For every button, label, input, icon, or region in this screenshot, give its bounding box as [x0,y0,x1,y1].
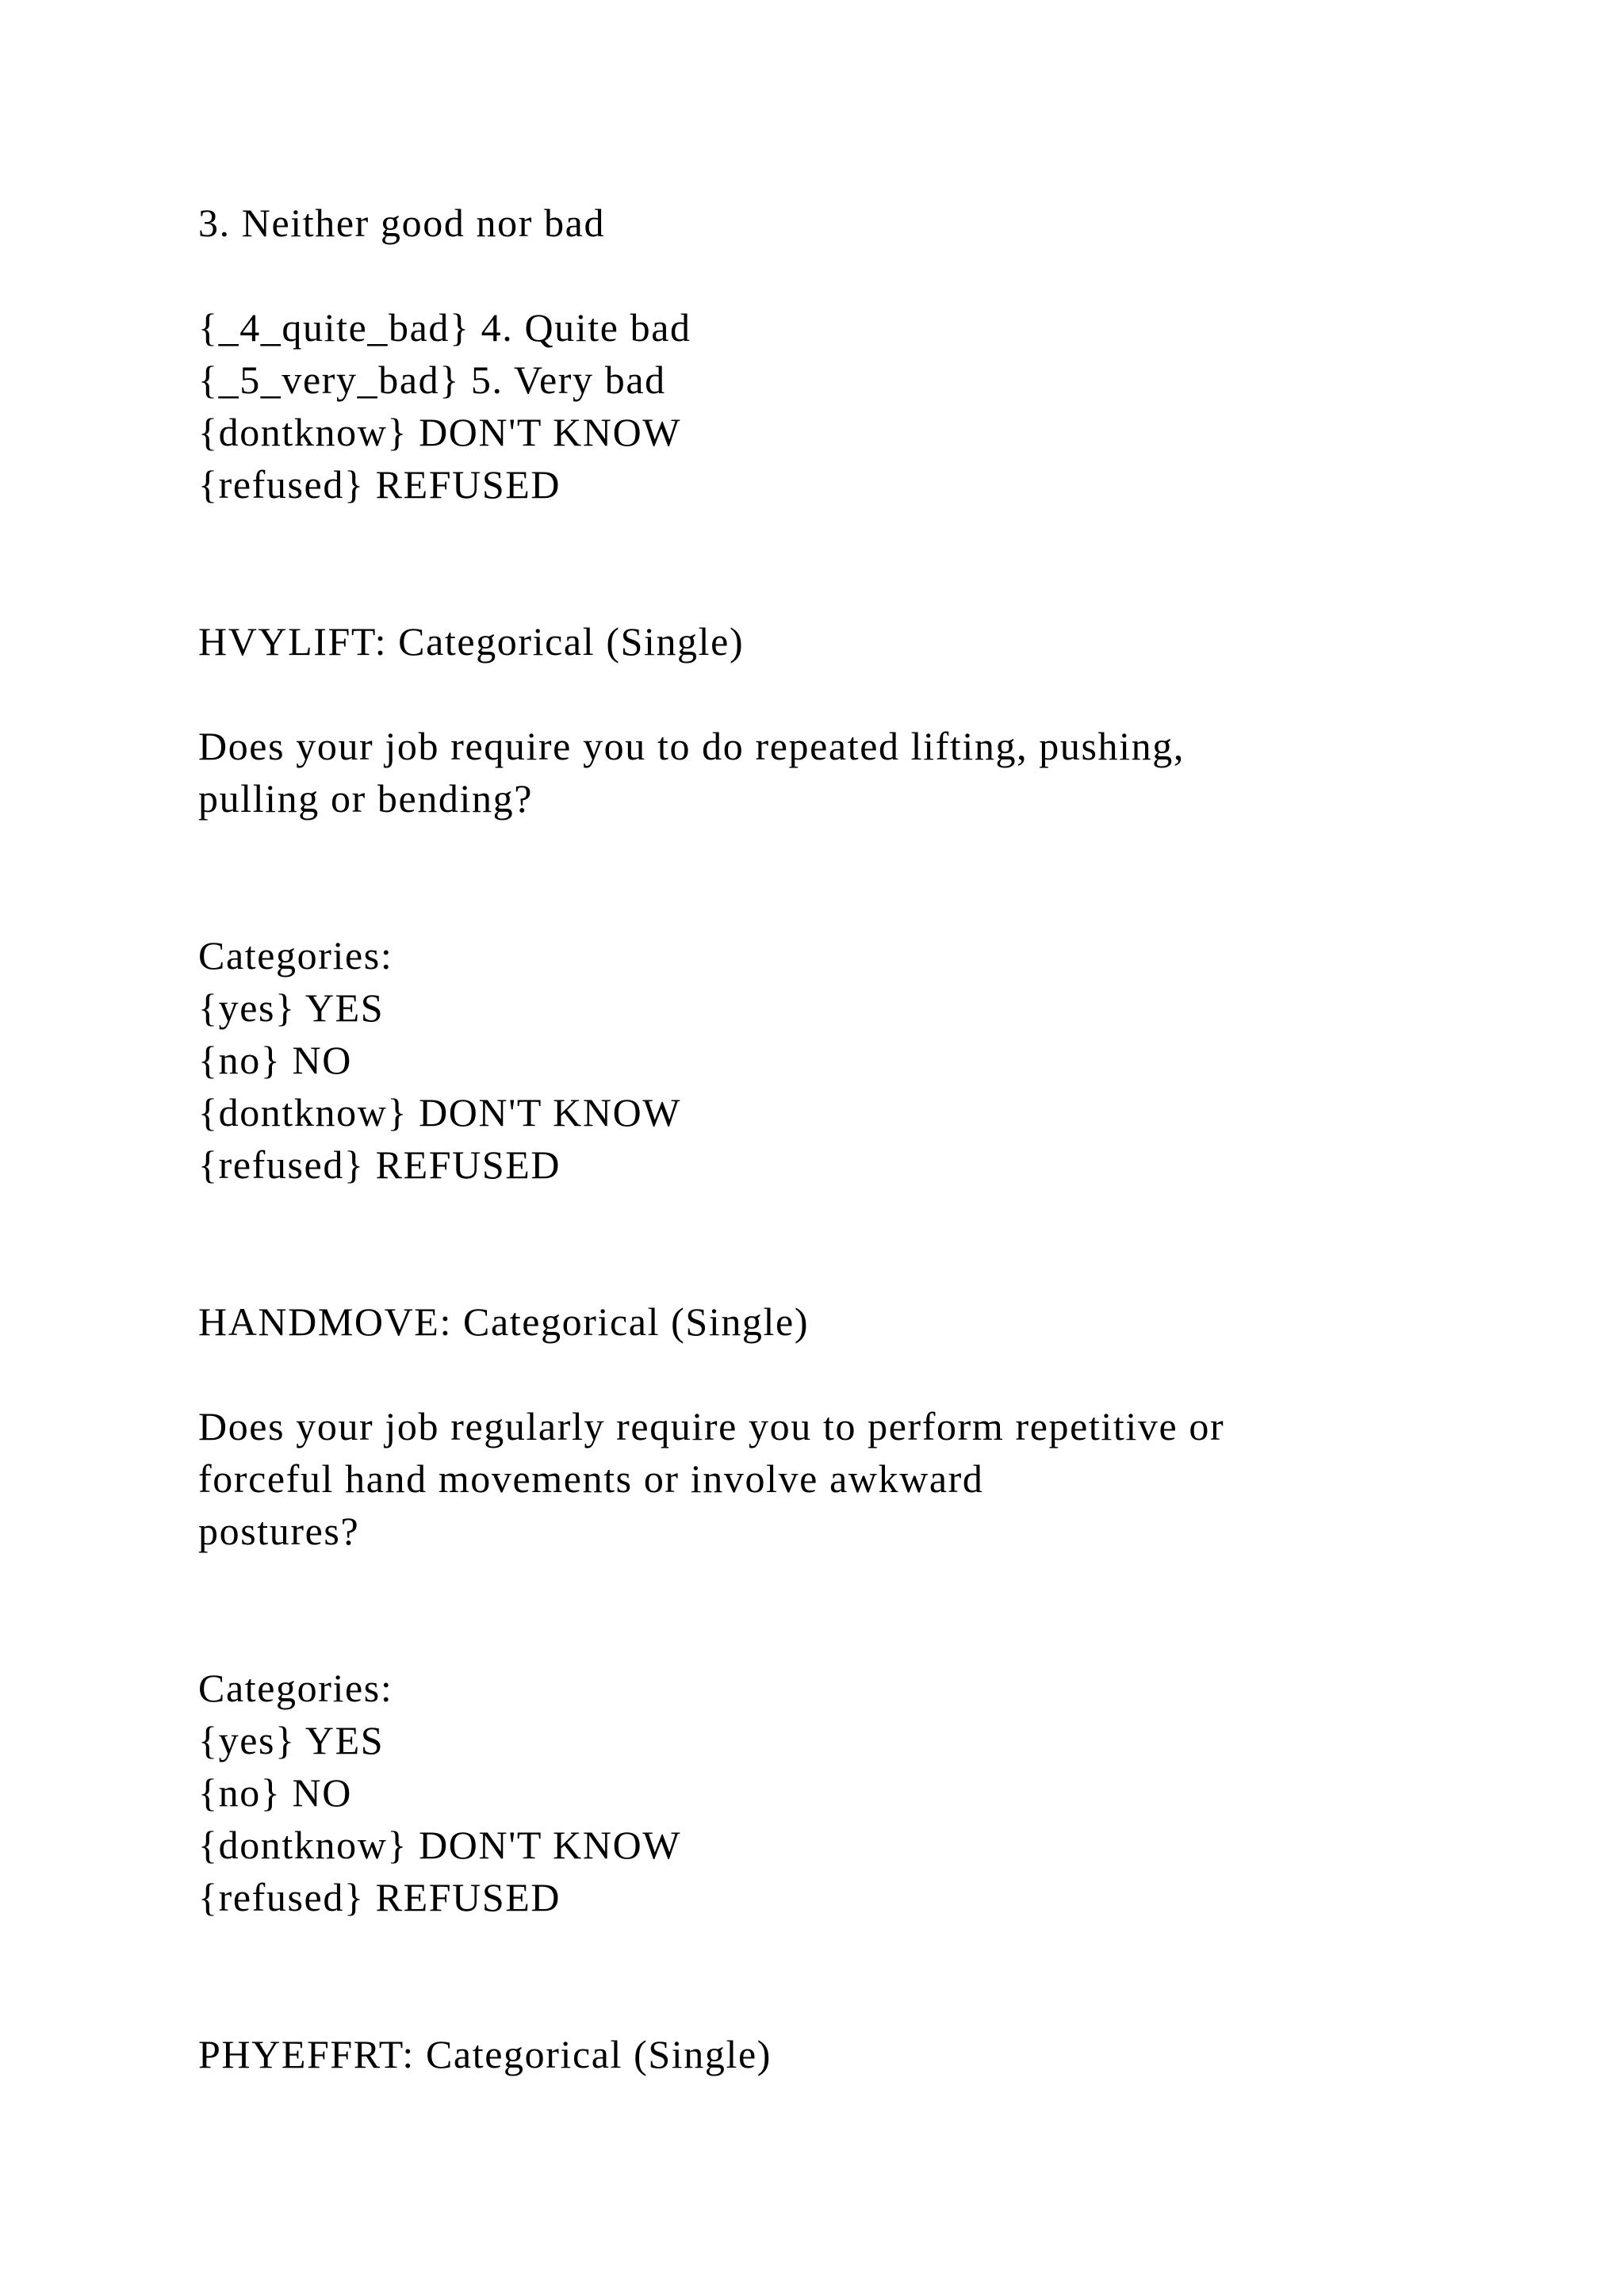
category-refused: {refused} REFUSED [198,1142,561,1187]
category-dontknow: {dontknow} DON'T KNOW [198,1090,682,1135]
question-heading-phyeffrt: PHYEFFRT: Categorical (Single) [198,2032,772,2076]
category-no: {no} NO [198,1770,352,1815]
category-dontknow: {dontknow} DON'T KNOW [198,1823,682,1867]
answer-option-refused: {refused} REFUSED [198,462,561,507]
answer-option-dontknow: {dontknow} DON'T KNOW [198,410,682,454]
category-yes: {yes} YES [198,1718,385,1762]
question-text-line-2: pulling or bending? [198,776,534,821]
question-text-line-2: forceful hand movements or involve awkward [198,1456,984,1501]
categories-label: Categories: [198,933,393,978]
question-text-line-1: Does your job require you to do repeated lifting, pushing, [198,724,1185,768]
question-heading-handmove: HANDMOVE: Categorical (Single) [198,1299,810,1344]
categories-label: Categories: [198,1666,393,1710]
category-yes: {yes} YES [198,985,385,1030]
question-heading-hvylift: HVYLIFT: Categorical (Single) [198,619,745,664]
question-text-line-3: postures? [198,1509,360,1553]
answer-option-3: 3. Neither good nor bad [198,201,606,245]
question-text-line-1: Does your job regularly require you to perform repetitive or [198,1404,1225,1448]
category-no: {no} NO [198,1038,352,1082]
category-refused: {refused} REFUSED [198,1875,561,1919]
answer-option-5: {_5_very_bad} 5. Very bad [198,358,666,402]
answer-option-4: {_4_quite_bad} 4. Quite bad [198,305,691,350]
